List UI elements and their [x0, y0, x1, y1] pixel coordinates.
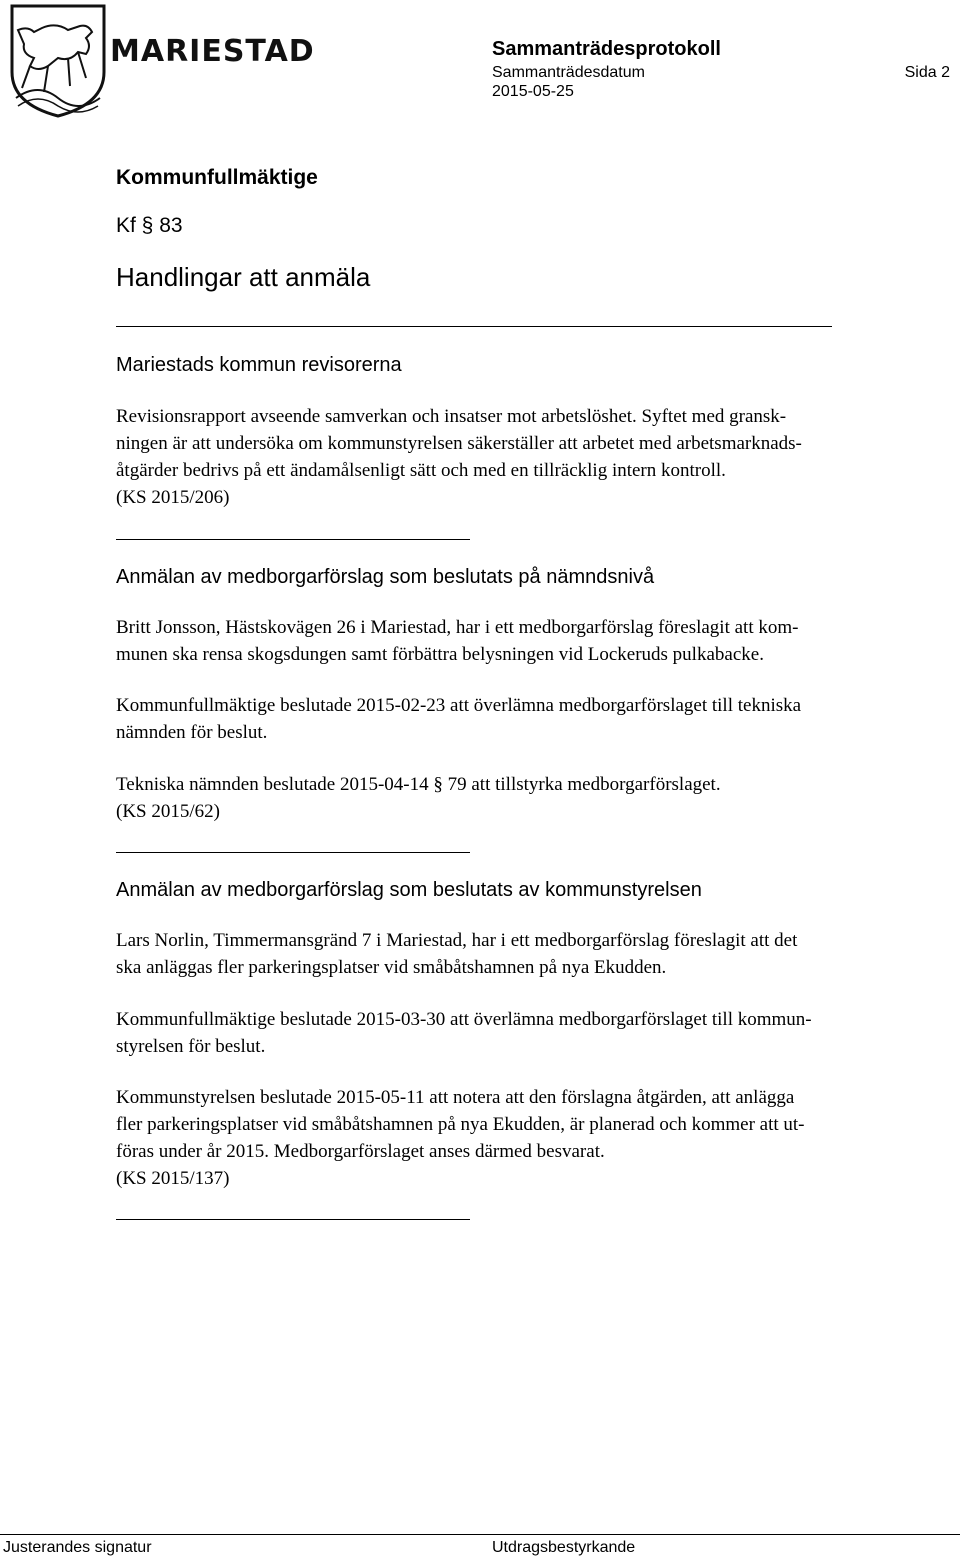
text-line: ningen är att undersöka om kommunstyrelsen säkerställer att arbetet med arbetsmarknads- — [116, 433, 802, 454]
section3-paragraph-3 — [116, 1084, 805, 1192]
text-line: Tekniska nämnden beslutade 2015-04-14 § 79 att tillstyrka medborgarförslaget. — [116, 774, 721, 795]
case-reference: (KS 2015/62) — [116, 801, 220, 822]
section-divider — [116, 852, 470, 853]
text-line: Kommunstyrelsen beslutade 2015-05-11 att notera att den förslagna åtgärden, att anlägga — [116, 1087, 795, 1108]
heading-divider — [116, 326, 832, 327]
text-line: styrelsen för beslut. — [116, 1036, 266, 1057]
text-line: åtgärder bedrivs på ett ändamålsenligt sätt och med en tillräcklig intern kontroll. — [116, 460, 726, 481]
section3-paragraph-2 — [116, 1006, 812, 1060]
section-title-kommunstyrelsen: Anmälan av medborgarförslag som beslutats av kommunstyrelsen — [116, 879, 702, 901]
case-reference: (KS 2015/206) — [116, 487, 230, 508]
footer-certification-label: Utdragsbestyrkande — [492, 1539, 636, 1556]
meeting-date-label: Sammanträdesdatum — [492, 64, 645, 81]
text-line: ska anläggas fler parkeringsplatser vid småbåtshamnen på nya Ekudden. — [116, 957, 667, 978]
text-line: munen ska rensa skogsdungen samt förbättra belysningen vid Lockeruds pulkabacke. — [116, 644, 764, 665]
case-reference: (KS 2015/137) — [116, 1168, 230, 1189]
page-number: Sida 2 — [904, 64, 950, 81]
paragraph-number: Kf § 83 — [116, 214, 183, 237]
text-line: fler parkeringsplatser vid småbåtshamnen på nya Ekudden, är planerad och kommer att ut- — [116, 1114, 805, 1135]
footer-signature-label: Justerandes signatur — [3, 1539, 152, 1556]
text-line: Kommunfullmäktige beslutade 2015-02-23 att överlämna medborgarförslaget till tekniska — [116, 695, 802, 716]
text-line: Kommunfullmäktige beslutade 2015-03-30 att överlämna medborgarförslaget till kommun- — [116, 1009, 812, 1030]
meeting-date-value: 2015-05-25 — [492, 83, 574, 100]
footer-divider — [0, 1534, 960, 1535]
section3-paragraph-1 — [116, 927, 797, 981]
section2-paragraph-2 — [116, 692, 801, 746]
mariestad-coat-of-arms-logo — [8, 2, 108, 120]
text-line: nämnden för beslut. — [116, 722, 268, 743]
document-type: Sammanträdesprotokoll — [492, 38, 721, 60]
section2-paragraph-1 — [116, 614, 798, 668]
section1-paragraph — [116, 403, 802, 511]
text-line: föras under år 2015. Medborgarförslaget anses därmed besvarat. — [116, 1141, 605, 1162]
logo-wordmark: MARIESTAD — [110, 34, 315, 69]
section-divider — [116, 1219, 470, 1220]
section2-paragraph-3 — [116, 771, 721, 825]
section-title-revisorerna: Mariestads kommun revisorerna — [116, 354, 402, 376]
text-line: Britt Jonsson, Hästskovägen 26 i Mariestad, har i ett medborgarförslag föreslagit att kom- — [116, 617, 799, 638]
body-name: Kommunfullmäktige — [116, 166, 318, 189]
page-title: Handlingar att anmäla — [116, 262, 371, 292]
section-divider — [116, 539, 470, 540]
text-line: Revisionsrapport avseende samverkan och insatser mot arbetslöshet. Syftet med gransk- — [116, 406, 787, 427]
section-title-namndsniva: Anmälan av medborgarförslag som beslutats på nämndsnivå — [116, 566, 655, 588]
text-line: Lars Norlin, Timmermansgränd 7 i Mariestad, har i ett medborgarförslag föreslagit att det — [116, 930, 798, 951]
